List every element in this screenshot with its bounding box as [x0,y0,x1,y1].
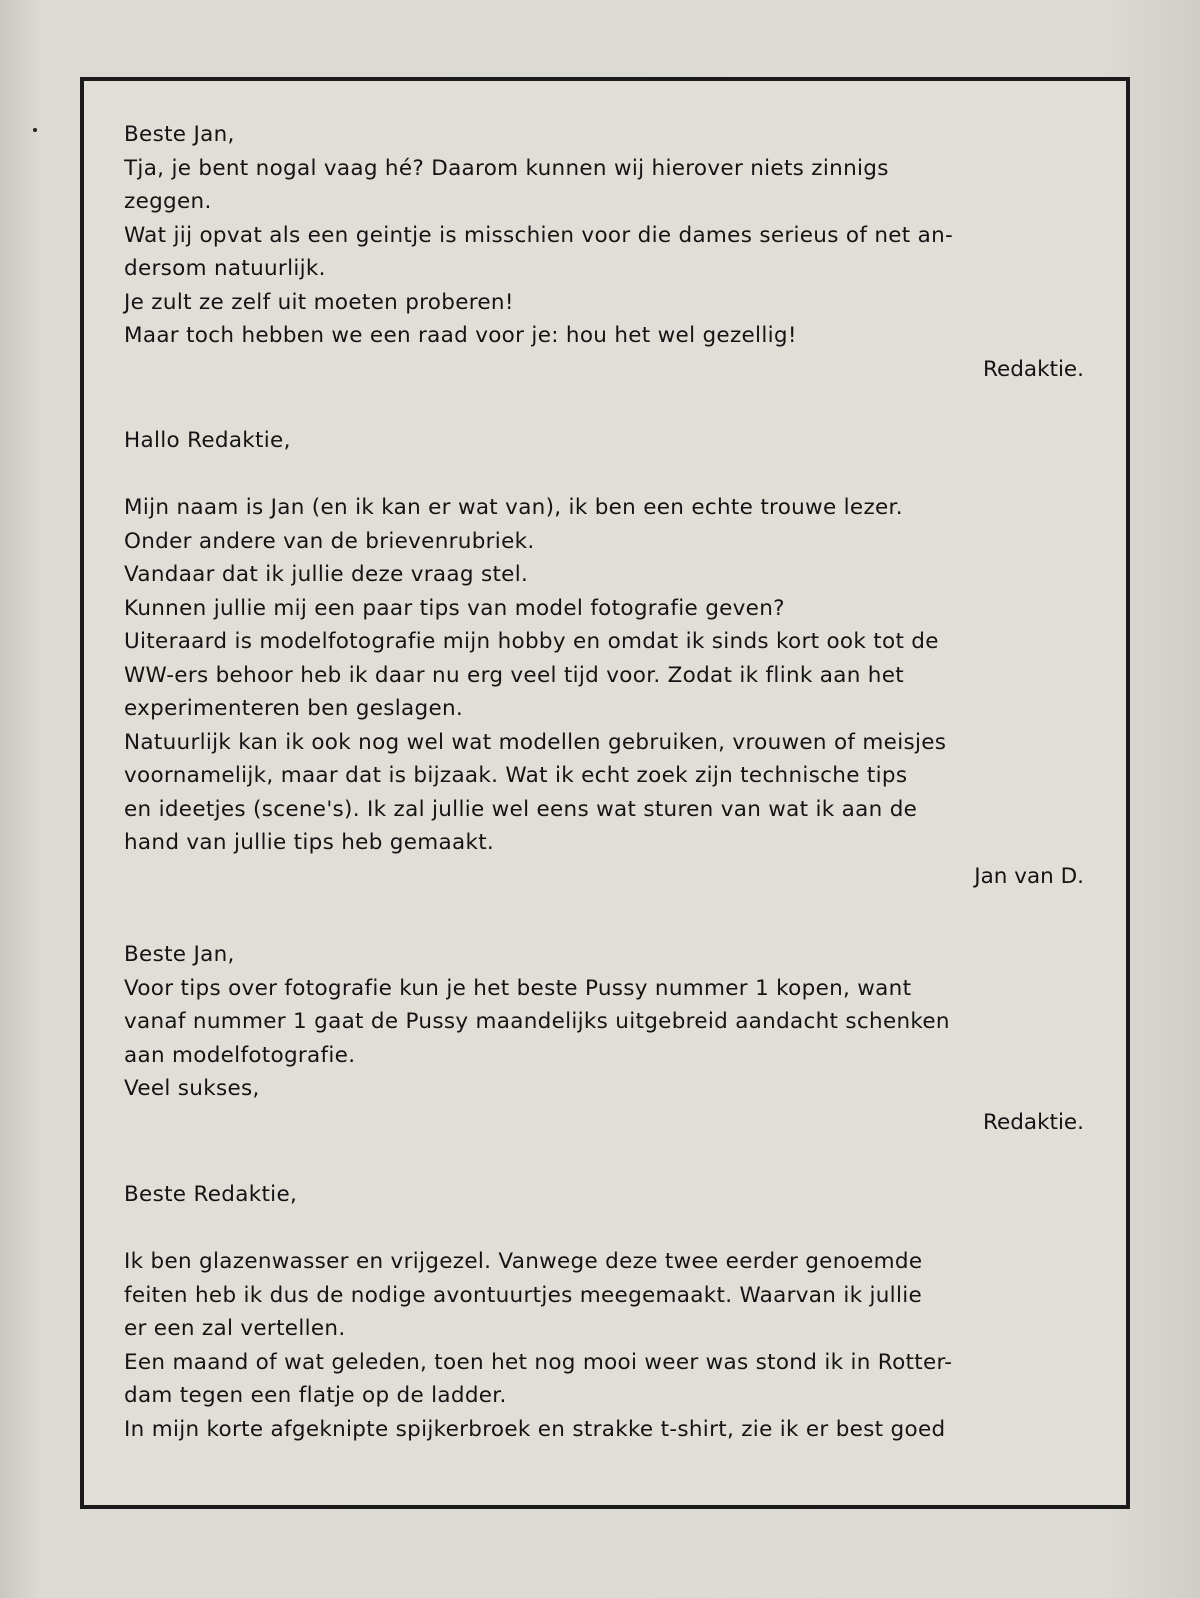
text-line: en ideetjes (scene's). Ik zal jullie wel eens wat sturen van wat ik aan de [124,796,918,822]
text-line: Veel sukses, [124,1076,260,1101]
text-line: In mijn korte afgeknipte spijkerbroek en strakke t-shirt, zie ik er best goed [124,1416,946,1442]
print-speck [33,128,37,132]
reader-letter-2 [124,424,1084,893]
signature: Redaktie. [983,1109,1084,1135]
text-line: aan modelfotografie. [124,1042,356,1068]
text-line: er een zal vertellen. [124,1316,346,1341]
reply-letter-1 [124,118,1084,386]
text-line: hand van jullie tips heb gemaakt. [124,830,495,855]
text-line: Onder andere van de brievenrubriek. [124,528,535,554]
text-line: Uiteraard is modelfotografie mijn hobby en omdat ik sinds kort ook tot de [124,629,939,654]
text-line: Vandaar dat ik jullie deze vraag stel. [124,562,529,587]
text-line: Voor tips over fotografie kun je het beste Pussy nummer 1 kopen, want [124,975,912,1001]
text-line: experimenteren ben geslagen. [124,696,464,721]
greeting: Beste Redaktie, [124,1182,298,1207]
text-line: Ik ben glazenwasser en vrijgezel. Vanwege deze twee eerder genoemde [124,1249,923,1274]
blank-line [124,458,1084,492]
text-line: vanaf nummer 1 gaat de Pussy maandelijks uitgebreid aandacht schenken [124,1009,950,1034]
text-line: Tja, je bent nogal vaag hé? Daarom kunnen wij hierover niets zinnigs [124,155,889,181]
greeting: Hallo Redaktie, [124,428,291,453]
text-line: Beste Jan, [124,942,235,967]
signature: Jan van D. [974,863,1084,889]
text-line: Maar toch hebben we een raad voor je: hou het wel gezellig! [124,323,797,348]
text-line: Beste Jan, [124,122,235,147]
signature: Redaktie. [983,356,1084,382]
text-line: Kunnen jullie mij een paar tips van model fotografie geven? [124,595,785,621]
text-line: feiten heb ik dus de nodige avontuurtjes meegemaakt. Waarvan ik jullie [124,1282,923,1308]
text-line: Natuurlijk kan ik ook nog wel wat modellen gebruiken, vrouwen of meisjes [124,729,947,755]
letters-frame [80,77,1130,1509]
text-line: WW-ers behoor heb ik daar nu erg veel tijd voor. Zodat ik flink aan het [124,662,904,688]
text-line: Mijn naam is Jan (en ik kan er wat van), ik ben een echte trouwe lezer. [124,495,903,520]
text-line: Je zult ze zelf uit moeten proberen! [124,289,514,315]
reply-letter-2 [124,938,1084,1139]
text-line: zeggen. [124,189,212,214]
blank-line [124,1212,1084,1246]
reader-letter-3 [124,1178,1084,1446]
text-line: dersom natuurlijk. [124,256,326,281]
text-line: Een maand of wat geleden, toen het nog mooi weer was stond ik in Rotter- [124,1349,953,1375]
text-line: Wat jij opvat als een geintje is misschien voor die dames serieus of net an- [124,222,954,248]
text-line: voornamelijk, maar dat is bijzaak. Wat ik echt zoek zijn technische tips [124,763,908,788]
text-line: dam tegen een flatje op de ladder. [124,1383,507,1408]
